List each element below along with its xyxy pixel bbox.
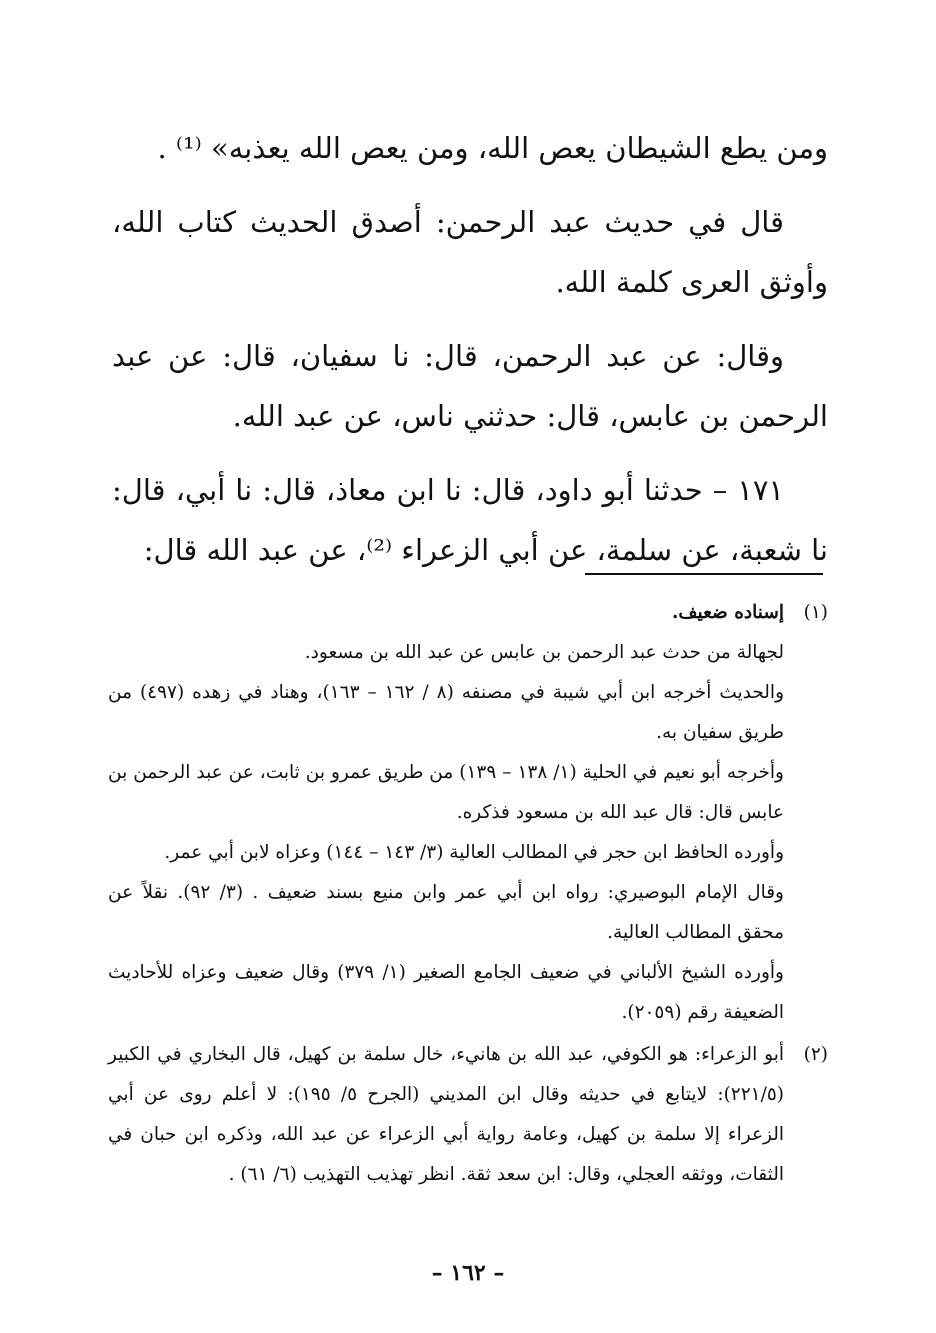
footnotes-section [108,593,832,1195]
footnote-1 [108,593,832,1033]
footnote-2-text: أبو الزعراء: هو الكوفي، عبد الله بن هانيء، خال سلمة بن كهيل، قال البخاري في الكبير (٢٢١/٥): لايتابع في حديثه وقال ابن المديني (الجرح ٥/ ١٩٥): لا أعلم روى عن أبي الزعراء إلا سلمة بن كهيل، وعامة رواية أبي الزعراء عن عبد الله، وذكره ابن حبان في الثقات، ووثقه العجلي، وقال: ابن سعد ثقة. انظر تهذيب التهذيب (٦/ ٦١) . [108,1044,784,1185]
footnote-1-line: وأورده الحافظ ابن حجر في المطالب العالية (٣/ ١٤٣ – ١٤٤) وعزاه لابن أبي عمر. [164,842,784,863]
page-number: – ١٦٢ – [431,1260,505,1286]
footnote-1-line: وأورده الشيخ الألباني في ضعيف الجامع الصغير (١/ ٣٧٩) وقال ضعيف وعزاه للأحاديث الضعيفة رقم (٢٠٥٩). [108,962,784,1023]
footnote-1-line: لجهالة من حدث عبد الرحمن بن عابس عن عبد الله بن مسعود. [304,642,784,663]
hadith-171-paragraph: ١٧١ – حدثنا أبو داود، قال: نا ابن معاذ، قال: نا أبي، قال: نا شعبة، عن سلمة، عن أبي الزعراء ⁽²⁾، عن عبد الله قال: [112,473,828,567]
main-paragraph-3: وقال: عن عبد الرحمن، قال: نا سفيان، قال: عن عبد الرحمن بن عابس، قال: حدثني ناس، عن عبد الله. [112,339,828,433]
footnote-separator [585,573,823,575]
footnote-1-line: وقال الإمام البوصيري: رواه ابن أبي عمر وابن منيع بسند ضعيف . (٣/ ٩٢). نقلاً عن محقق المطالب العالية. [108,882,784,943]
footnote-1-line: وأخرجه أبو نعيم في الحلية (١/ ١٣٨ – ١٣٩) من طريق عمرو بن ثابت، عن عبد الرحمن بن عابس قال: قال عبد الله بن مسعود فذكره. [108,762,784,823]
footnote-1-heading: إسناده ضعيف. [671,602,784,623]
footnote-1-line: والحديث أخرجه ابن أبي شيبة في مصنفه (٨ / ١٦٢ – ١٦٣)، وهناد في زهده (٤٩٧) من طريق سفيان به. [108,682,784,743]
main-paragraph-1: ومن يطع الشيطان يعص الله، ومن يعص الله يعذبه» ⁽¹⁾ . [157,131,828,165]
footnote-1-number: (١) [803,602,828,623]
main-paragraph-2: قال في حديث عبد الرحمن: أصدق الحديث كتاب الله، وأوثق العرى كلمة الله. [112,205,828,299]
main-text-body [112,118,828,580]
footnote-2 [108,1035,832,1195]
footnote-2-number: (٢) [803,1044,828,1065]
